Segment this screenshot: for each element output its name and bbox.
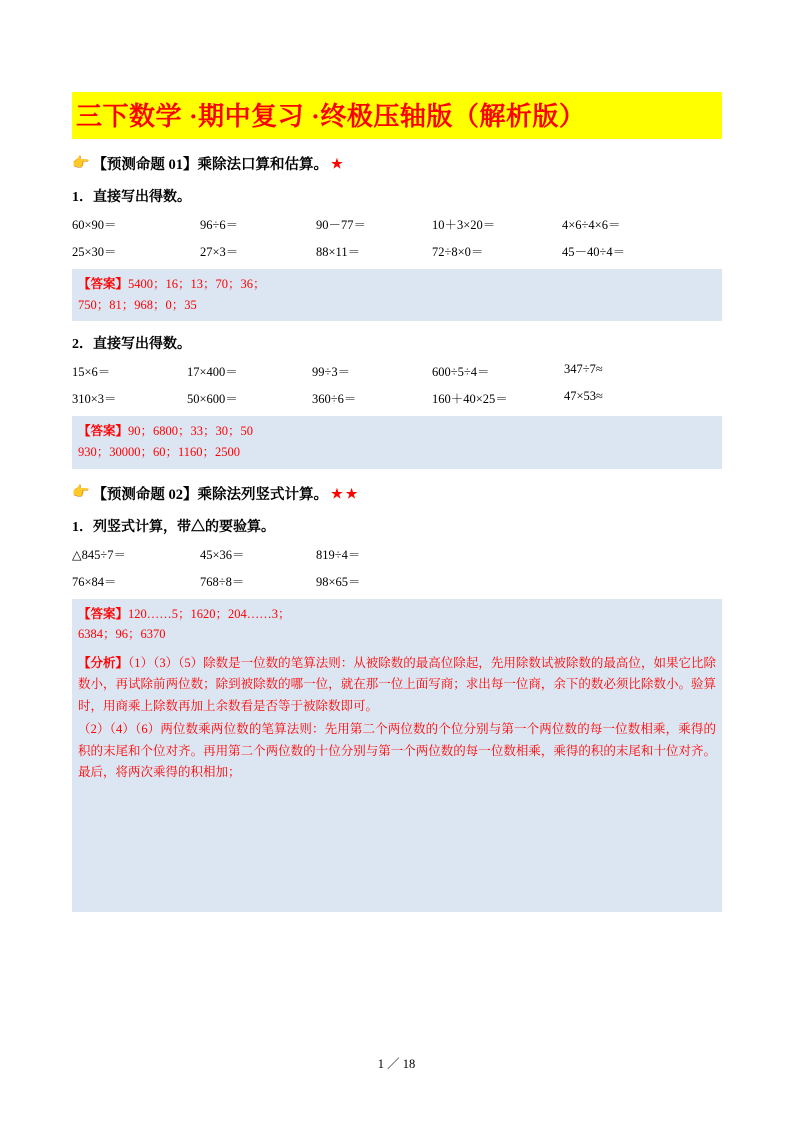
exercise-item: 88×11＝ xyxy=(316,245,361,259)
answer-line xyxy=(78,421,716,442)
exercise-item: 27×3＝ xyxy=(200,245,239,259)
exercise-item: △845÷7＝ xyxy=(72,547,126,562)
exercise-item: 47×53≈ xyxy=(564,389,603,404)
pointing-hand-icon: 👉 xyxy=(72,485,90,500)
exercise-item: 76×84＝ xyxy=(72,574,117,589)
answer-text: 5400；16；13；70；36； xyxy=(128,277,266,291)
exercise-row xyxy=(72,545,722,563)
exercise-item: 160＋40×25＝ xyxy=(432,392,508,407)
exercise-row xyxy=(72,572,722,590)
document-body xyxy=(72,92,722,912)
answer-text: 120……5；1620；204……3； xyxy=(128,606,291,621)
exercise-item: 10＋3×20＝ xyxy=(432,218,496,232)
analysis-box-filler xyxy=(72,792,722,912)
answer-line xyxy=(78,274,716,295)
exercise-row xyxy=(72,389,722,407)
exercise-item: 600÷5÷4＝ xyxy=(432,365,490,380)
exercise-item: 96÷6＝ xyxy=(200,218,239,232)
answer-text: 90；6800；33；30；50 xyxy=(128,424,254,439)
exercise-item: 4×6÷4×6＝ xyxy=(562,218,621,232)
answer-box xyxy=(72,269,722,321)
analysis-text: （1）（3）（5）除数是一位数的笔算法则：从被除数的最高位除起，先用除数试被除数的最高位，如果它比除数小，再试除前两位数；除到被除数的哪一位，就在那一位上面写商；求出每一位商，余下的数必须比除数小。验算时，用商乘上除数再加上余数看是否等于被除数即可。 xyxy=(78,655,716,713)
section-heading-1-label: 【预测命题 01】乘除法口算和估算。 xyxy=(92,157,329,173)
exercise-item: 360÷6＝ xyxy=(312,392,357,407)
answer-box xyxy=(72,599,722,651)
star-icon: ★ xyxy=(345,485,358,501)
question-1-2-title: 2．直接写出得数。 xyxy=(72,337,191,353)
exercise-item: 25×30＝ xyxy=(72,245,117,259)
star-icon: ★ xyxy=(331,485,343,501)
exercise-item: 768÷8＝ xyxy=(200,574,245,589)
exercise-row xyxy=(72,362,722,380)
document-title: 三下数学 ·期中复习 ·终极压轴版（解析版） xyxy=(72,92,722,139)
section-heading-2-label: 【预测命题 02】乘除法列竖式计算。 xyxy=(92,486,329,503)
exercise-item: 98×65＝ xyxy=(316,574,361,589)
answer-line: 6384；96；6370 xyxy=(78,627,166,642)
analysis-paragraph xyxy=(78,653,716,718)
exercise-row xyxy=(72,215,722,233)
section-heading-2 xyxy=(72,483,722,504)
exercise-item: 45×36＝ xyxy=(200,547,245,562)
answer-box xyxy=(72,416,722,468)
question-1-1-title: 1．直接写出得数。 xyxy=(72,190,191,205)
answer-line: 930；30000；60；1160；2500 xyxy=(78,444,241,459)
exercise-item: 60×90＝ xyxy=(72,218,117,232)
answer-line: 750；81；968；0；35 xyxy=(78,297,197,312)
exercise-item: 347÷7≈ xyxy=(564,362,603,377)
exercise-item: 50×600＝ xyxy=(187,392,238,407)
section-heading-1 xyxy=(72,153,722,174)
exercise-item: 45－40÷4＝ xyxy=(562,245,626,259)
answer-label: 【答案】 xyxy=(78,277,129,291)
answer-line xyxy=(78,604,716,625)
exercise-item: 15×6＝ xyxy=(72,365,111,380)
exercise-item: 90－77＝ xyxy=(316,218,367,232)
answer-label: 【答案】 xyxy=(78,606,129,621)
star-icon: ★ xyxy=(331,156,343,171)
analysis-label: 【分析】 xyxy=(78,655,129,670)
page-footer: 1 ／ 18 xyxy=(377,1057,416,1071)
exercise-item: 819÷4＝ xyxy=(316,547,361,562)
answer-label: 【答案】 xyxy=(78,424,129,439)
exercise-item: 17×400＝ xyxy=(187,365,238,380)
exercise-item: 99÷3＝ xyxy=(312,365,351,380)
exercise-item: 72÷8×0＝ xyxy=(432,245,484,259)
pointing-hand-icon: 👉 xyxy=(72,155,90,171)
exercise-row xyxy=(72,242,722,260)
analysis-box xyxy=(72,651,722,792)
question-2-1-title: 1．列竖式计算，带△的要验算。 xyxy=(72,519,275,535)
analysis-paragraph: （2）（4）（6）两位数乘两位数的笔算法则：先用第二个两位数的个位分别与第一个两位数的每一位数相乘，乘得的积的末尾和个位对齐。再用第二个两位数的十位分别与第一个两位数的每一位数相乘，乘得的积的末尾和十位对齐。最后，将两次乘得的积相加； xyxy=(78,722,716,780)
exercise-item: 310×3＝ xyxy=(72,392,117,407)
